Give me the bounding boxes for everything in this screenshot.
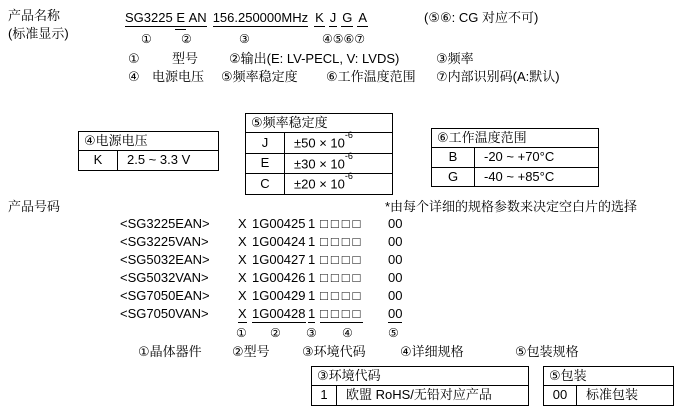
an-code: AN [188,10,207,25]
part-number-label: 产品号码 [8,199,61,214]
env-value: 欧盟 RoHS/无铅对应产品 [337,386,529,405]
part-number-row [120,288,412,304]
stability-code: J [246,133,285,154]
part-x: X [238,288,247,303]
part-number-row [120,216,412,232]
pn-marker-3: ③ [306,326,317,340]
legend2-temp: ⑥工作温度范围 [326,69,416,84]
pkg-code: 00 [544,386,577,405]
temp-value: -40 ~ +85°C [475,167,599,186]
env-code: 1 [312,386,337,405]
part-x: X [238,252,247,267]
blank-boxes: □□□□ [320,234,364,249]
part-code: 1G00425 [252,216,306,231]
output-code: E [176,10,185,25]
legend1-model: 型号 [172,51,199,66]
part-x: X [238,216,247,231]
part-number-row [120,252,412,268]
pn-marker-4: ④ [342,326,353,340]
part-suffix: 00 [388,252,403,267]
stability-value: $\pm 50 \times 10^{-6}$ [285,133,393,154]
stability-table [245,113,393,195]
cg-note: (⑤⑥: CG 对应不可) [424,10,539,25]
blank-selection-note: *由每个详细的规格参数来决定空白片的选择 [385,199,638,214]
part-one: 1 [308,288,316,303]
legend2-stability: ⑤频率稳定度 [221,69,298,84]
part-number-row [120,270,412,286]
blank-boxes: □□□□ [320,216,364,231]
environment-code-table [311,366,529,406]
product-name-line [125,10,372,26]
part-code: 1G00428 [252,306,306,321]
standard-display-label: (标准显示) [8,26,69,41]
marker-3: ③ [239,32,250,46]
supply-value: 2.5 ~ 3.3 V [118,151,219,170]
part-code: 1G00427 [252,252,306,267]
pkg-table-title: ⑤包装 [544,367,674,386]
pn-legend-env: ③环境代码 [302,344,366,359]
legend2-internal: ⑦内部识别码(A:默认) [436,69,560,84]
name-segment-model-output [125,10,207,27]
pn-marker-1: ① [236,326,247,340]
pn-marker-5: ⑤ [388,326,399,340]
product-name-label: 产品名称 [8,8,61,23]
blank-boxes: □□□□ [320,288,364,303]
temp-code-letter: G [342,10,353,25]
pn-legend-packing: ⑤包装规格 [515,344,579,359]
packaging-table [543,366,674,406]
pn-marker-2: ② [270,326,281,340]
frequency-segment: 156.250000MHz [212,10,309,25]
model-code: SG3225 [125,10,173,25]
part-one: 1 [308,252,316,267]
supply-voltage-table [78,131,219,171]
part-suffix: 00 [388,216,403,231]
blank-boxes: □□□□ [320,252,364,267]
temp-code: B [432,148,475,167]
part-name: <SG5032VAN> [120,270,209,285]
pkg-value: 标准包装 [577,386,674,405]
legend1-frequency: ③频率 [436,51,474,66]
stability-value: $\pm 30 \times 10^{-6}$ [285,153,393,174]
part-code: 1G00429 [252,288,306,303]
supply-code-letter: K [315,10,324,25]
part-name: <SG7050EAN> [120,288,210,303]
part-name: <SG3225EAN> [120,216,210,231]
part-x: X [238,270,247,285]
env-table-title: ③环境代码 [312,367,529,386]
pn-legend-detail: ④详细规格 [400,344,464,359]
temp-value: -20 ~ +70°C [475,148,599,167]
legend1-num1: ① [128,51,140,66]
marker-2: ② [181,32,192,46]
legend2-supply: 电源电压 [152,69,205,84]
part-number-row [120,234,412,250]
part-one: 1 [308,234,316,249]
stability-code: E [246,153,285,174]
part-code: 1G00424 [252,234,306,249]
supply-table-title: ④电源电压 [79,132,219,151]
temp-code: G [432,167,475,186]
temperature-table [431,128,599,187]
stability-table-title: ⑤频率稳定度 [246,114,393,133]
part-one: 1 [308,306,316,321]
pn-legend-model: ②型号 [232,344,270,359]
part-suffix: 00 [388,270,403,285]
part-suffix: 00 [388,234,403,249]
stability-code-letter: J [329,10,337,25]
part-name: <SG5032EAN> [120,252,210,267]
part-name: <SG7050VAN> [120,306,209,321]
part-suffix: 00 [388,306,403,321]
part-one: 1 [308,216,316,231]
blank-boxes: □□□□ [320,270,364,285]
stability-value: $\pm 20 \times 10^{-6}$ [285,174,393,195]
part-name: <SG3225VAN> [120,234,209,249]
marker-1: ① [141,32,152,46]
blank-boxes: □□□□ [320,306,364,321]
part-code: 1G00426 [252,270,306,285]
part-x: X [238,306,247,321]
supply-code: K [79,151,118,170]
internal-code-letter: A [358,10,368,25]
part-x: X [238,234,247,249]
part-one: 1 [308,270,316,285]
legend1-output: ②输出(E: LV-PECL, V: LVDS) [229,51,400,66]
part-suffix: 00 [388,288,403,303]
marker-4567: ④⑤⑥⑦ [322,32,366,46]
pn-legend-crystal: ①晶体器件 [138,344,202,359]
legend2-num4: ④ [128,69,140,84]
stability-code: C [246,174,285,195]
temp-table-title: ⑥工作温度范围 [432,129,599,148]
part-number-row-underlined [120,306,412,322]
